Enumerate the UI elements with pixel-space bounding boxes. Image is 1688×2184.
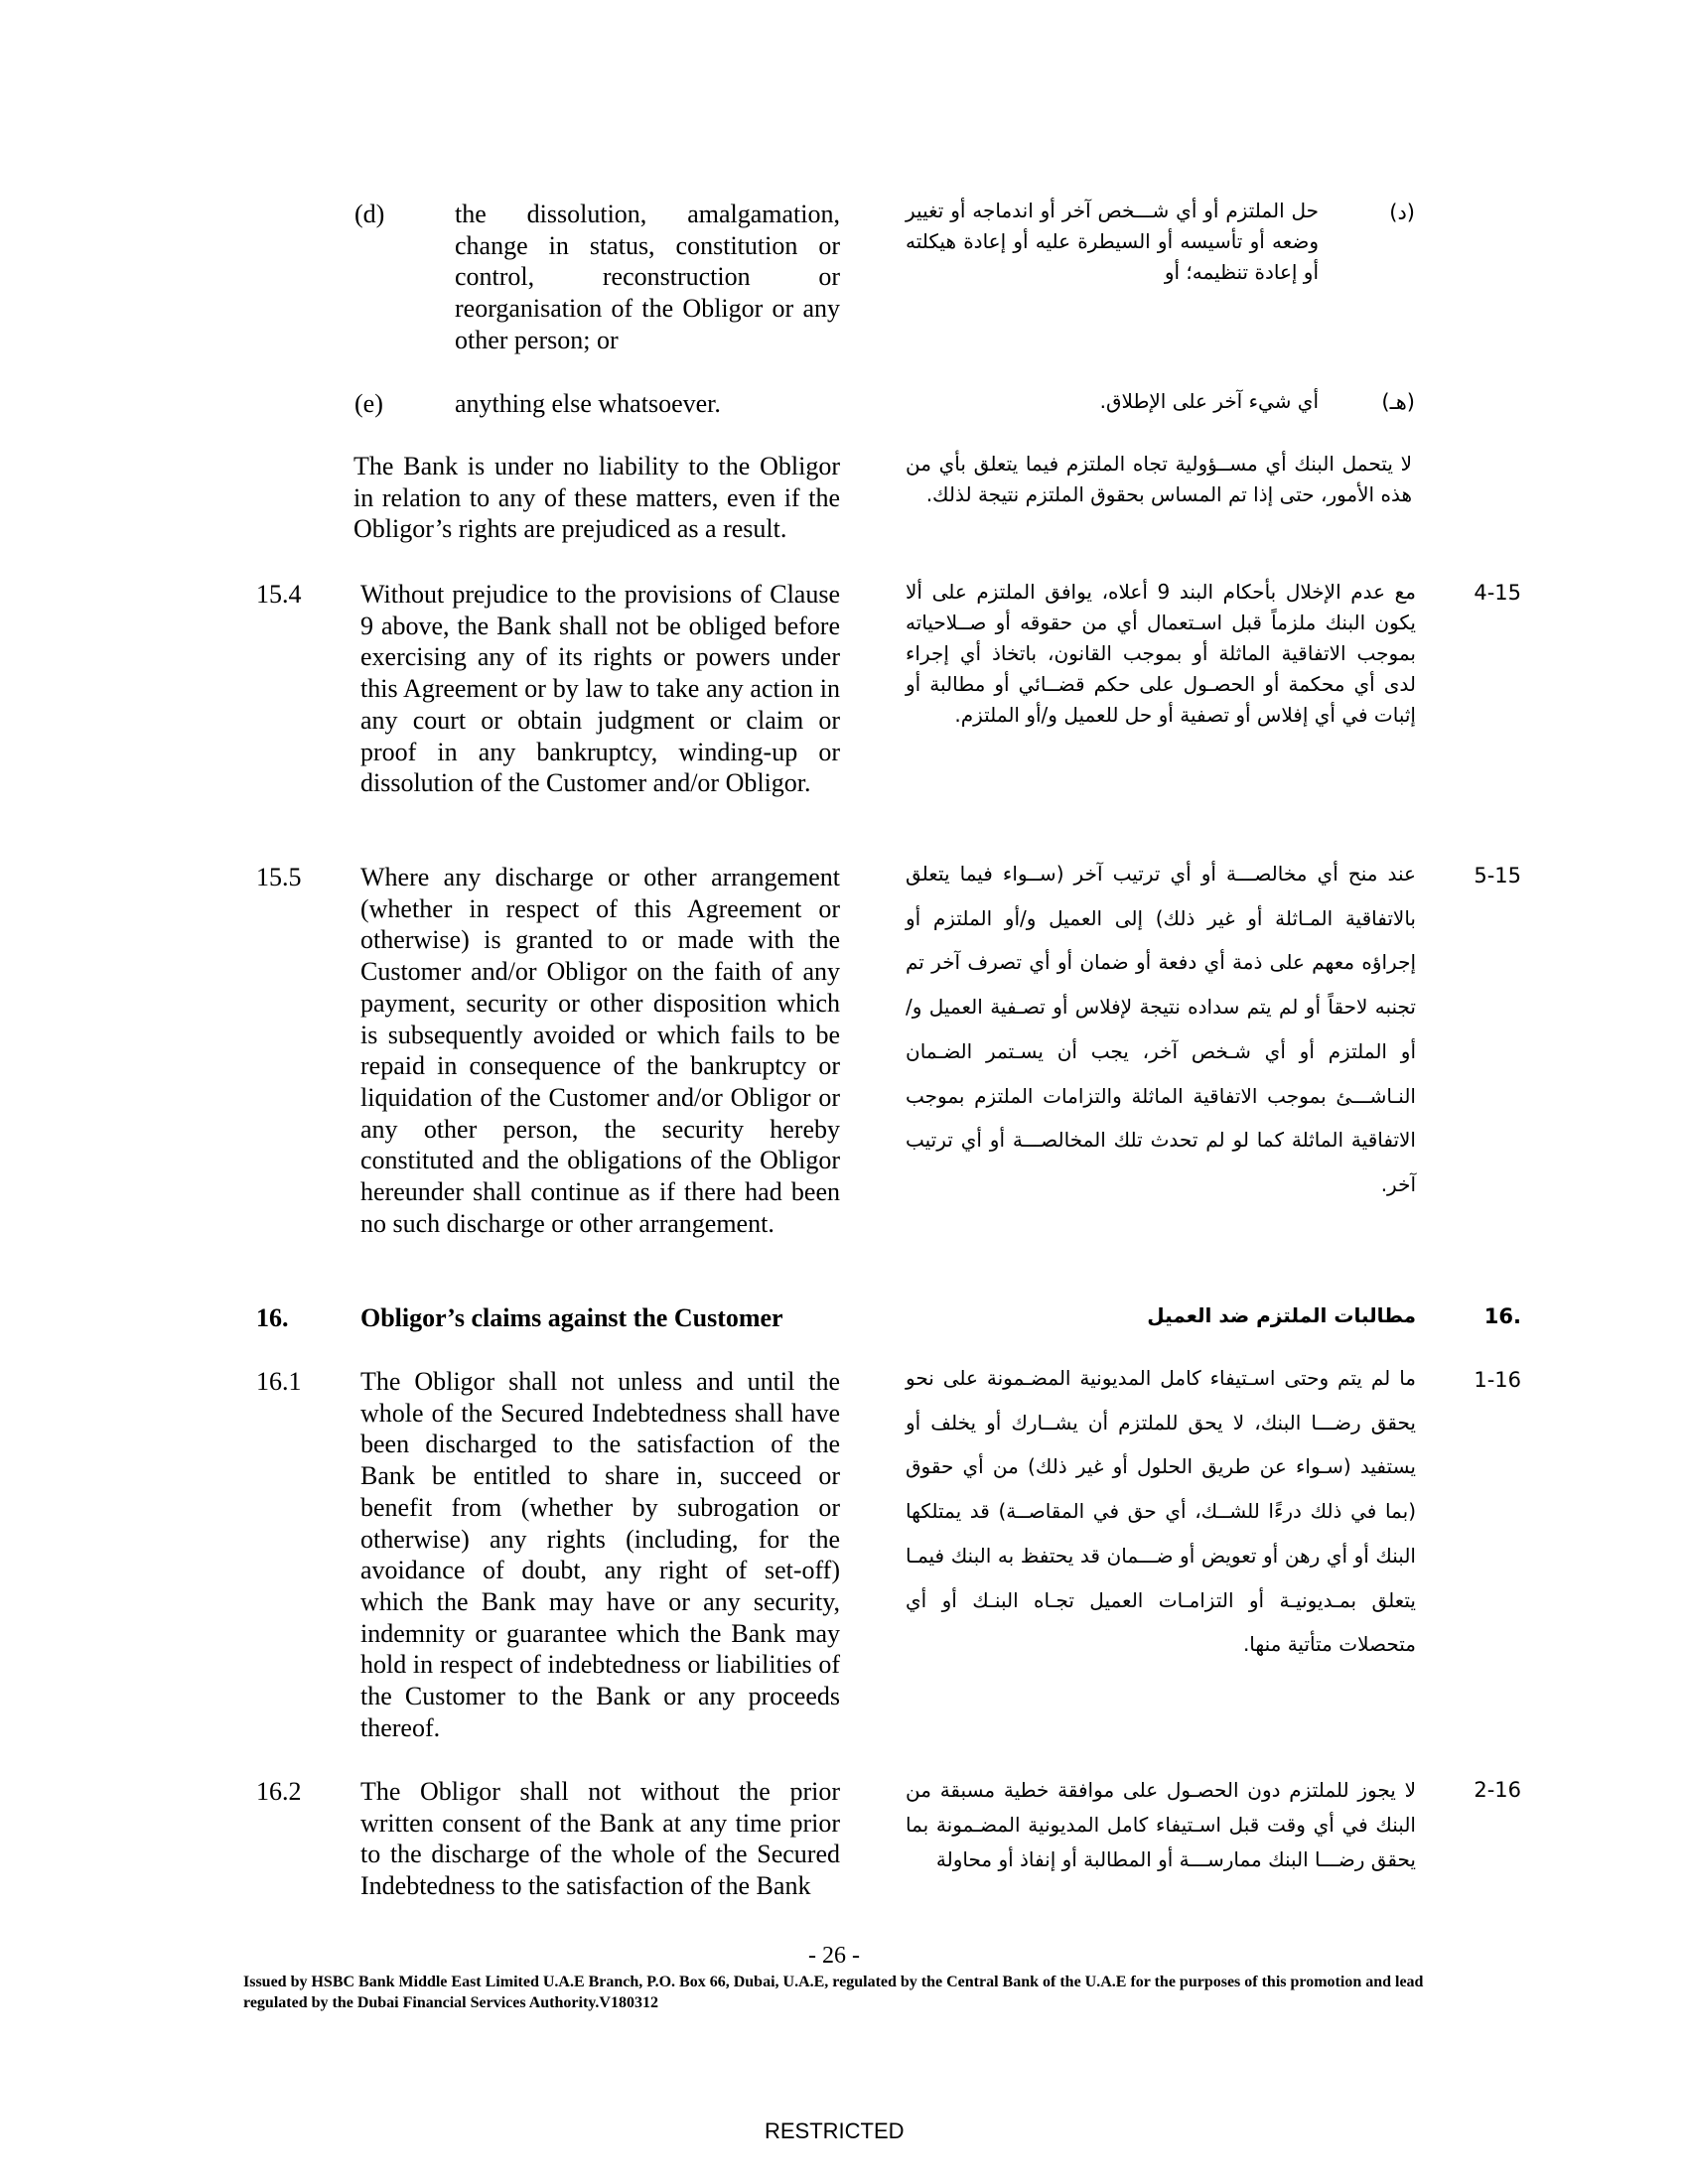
clause-16-1-ar-text: ما لم يتم وحتى اسـتيفاء كامل المديونية المضـمونة على نحو يحقق رضـــا البنك، لا يحق للملتزم أن يشــارك أو يخلف أو يستفيد (سـواء عن طريق الحلول أو غير ذلك) من أي حقوق (بما في ذلك درءًا للشــك، أي حق في المقاصــة) قد يمتلكها البنك أو أي رهن أو تعويض أو ضـــمان قد يحتفظ به البنك فيمـا يتعلق بمـديونيـة أو التزامـات العميل تجـاه البنـك أو أي متحصلات متأتية منها.	[906, 1366, 1416, 1657]
item-d-ar-label: (د)	[1389, 201, 1415, 224]
clause-15-4-text: Without prejudice to the provisions of Clause 9 above, the Bank shall not be obliged before exercising any of its rights or powers under this Agreement or by law to take any action in any court or obtain judgment or claim or proof in any bankruptcy, winding-up or dissolution of the Customer and/or Obligor.	[360, 580, 840, 798]
issued-by-notice: Issued by HSBC Bank Middle East Limited U.A.E Branch, P.O. Box 66, Dubai, U.A.E, regulated by the Central Bank of the U.A.E for the purposes of this promotion and lead regulated by the Dubai Financial Services Authority.V180312	[243, 1974, 1424, 2011]
bank-liability-ar-text: لا يتحمل البنك أي مســؤولية تجاه الملتزم فيما يتعلق بأي من هذه الأمور، حتى إذا تم المساس بحقوق الملتزم نتيجة لذلك.	[906, 452, 1412, 506]
clause-15-4-ar-number: 4-15	[1474, 581, 1521, 605]
clause-15-4-number: 15.4	[256, 580, 302, 609]
item-d-ar-text: حل الملتزم أو أي شـــخص آخر أو اندماجه أو تغيير وضعه أو تأسيسه أو السيطرة عليه أو إعادة هيكلته أو إعادة تنظيمه؛ أو	[906, 199, 1319, 284]
clause-16-2-ar-number: 2-16	[1474, 1778, 1521, 1802]
item-d-label: (d)	[354, 200, 385, 228]
clause-15-5-ar-number: 5-15	[1474, 864, 1521, 887]
clause-16-number: 16.	[256, 1303, 289, 1332]
clause-15-5-text: Where any discharge or other arrangement (whether in respect of this Agreement or otherwise) is granted to or made with the Customer and/or Obligor on the faith of any payment, security or other disposition which is subsequently avoided or which fails to be repaid in consequence of the bankruptcy or liquidation of the Customer and/or Obligor or any other person, the security hereby constituted and the obligations of the Obligor hereunder shall continue as if there had been no such discharge or other arrangement.	[360, 863, 840, 1238]
clause-15-5-ar-text: عند منح أي مخالصـــة أو أي ترتيب آخر (ســواء فيما يتعلق بالاتفاقية المـاثلة أو غير ذلك) إلى العميل و/أو الملتزم أو إجراؤه معهم على ذمة أي دفعة أو ضمان أو أي تصرف آخر تم تجنبه لاحقاً أو لم يتم سداده نتيجة لإفلاس أو تصـفية العميل و/أو الملتزم أو أي شـخص آخر، يجب أن يسـتمر الضـمان النـاشـــئ بموجب الاتفاقية الماثلة والتزامات الملتزم بموجب الاتفاقية الماثلة كما لو لم تحدث تلك المخالصـــة أو أي ترتيب آخر.	[906, 862, 1416, 1196]
item-e-ar-label: (هـ)	[1381, 390, 1415, 414]
clause-16-heading: Obligor’s claims against the Customer	[360, 1303, 783, 1332]
clause-16-1-number: 16.1	[256, 1367, 302, 1396]
clause-16-2-ar-text: لا يجوز للملتزم دون الحصـول على موافقة خطية مسبقة من البنك في أي وقت قبل اسـتيفاء كامل المديونية المضـمونة بما يحقق رضـــا البنك ممارســـة أو المطالبة أو إنفاذ أو محاولة	[906, 1778, 1416, 1871]
clause-16-1-ar-number: 1-16	[1474, 1368, 1521, 1392]
bank-liability-text: The Bank is under no liability to the Obligor in relation to any of these matters, even if the Obligor’s rights are prejudiced as a result.	[353, 452, 840, 544]
clause-15-4-ar-text: مع عدم الإخلال بأحكام البند 9 أعلاه، يوافق الملتزم على ألا يكون البنك ملزماً قبل اسـتعمال أي من حقوقه أو صــلاحياته بموجب الاتفاقية الماثلة أو بموجب القانون، باتخاذ أي إجراء لدى أي محكمة أو الحصـول على حكم قضــائي أو مطالبة أو إثبات في أي إفلاس أو تصفية أو حل للعميل و/أو الملتزم.	[906, 580, 1416, 727]
clause-16-1-text: The Obligor shall not unless and until the whole of the Secured Indebtedness shall have been discharged to the satisfaction of the Bank be entitled to share in, succeed or benefit from (whether by subrogation or otherwise) any rights (including, for the avoidance of doubt, any right of set-off) which the Bank may have or any security, indemnity or guarantee which the Bank may hold in respect of indebtedness or liabilities of the Customer to the Bank or any proceeds thereof.	[360, 1367, 840, 1742]
clause-16-2-number: 16.2	[256, 1777, 302, 1806]
item-e-label: (e)	[354, 389, 383, 418]
item-e-text: anything else whatsoever.	[455, 389, 721, 418]
classification-label: RESTRICTED	[765, 2118, 905, 2143]
item-d-text: the dissolution, amalgamation, change in status, constitution or control, reconstruction or reorganisation of the Obligor or any other person; or	[455, 200, 840, 354]
page-number: - 26 -	[808, 1943, 860, 1969]
clause-16-ar-heading: مطالبات الملتزم ضد العميل	[1147, 1303, 1416, 1327]
clause-16-ar-number: .16	[1483, 1304, 1521, 1328]
item-e-ar-text: أي شيء آخر على الإطلاق.	[1099, 389, 1319, 413]
clause-15-5-number: 15.5	[256, 863, 302, 891]
clause-16-2-text: The Obligor shall not without the prior written consent of the Bank at any time prior to the discharge of the whole of the Secured Indebtedness to the satisfaction of the Bank	[360, 1777, 840, 1901]
